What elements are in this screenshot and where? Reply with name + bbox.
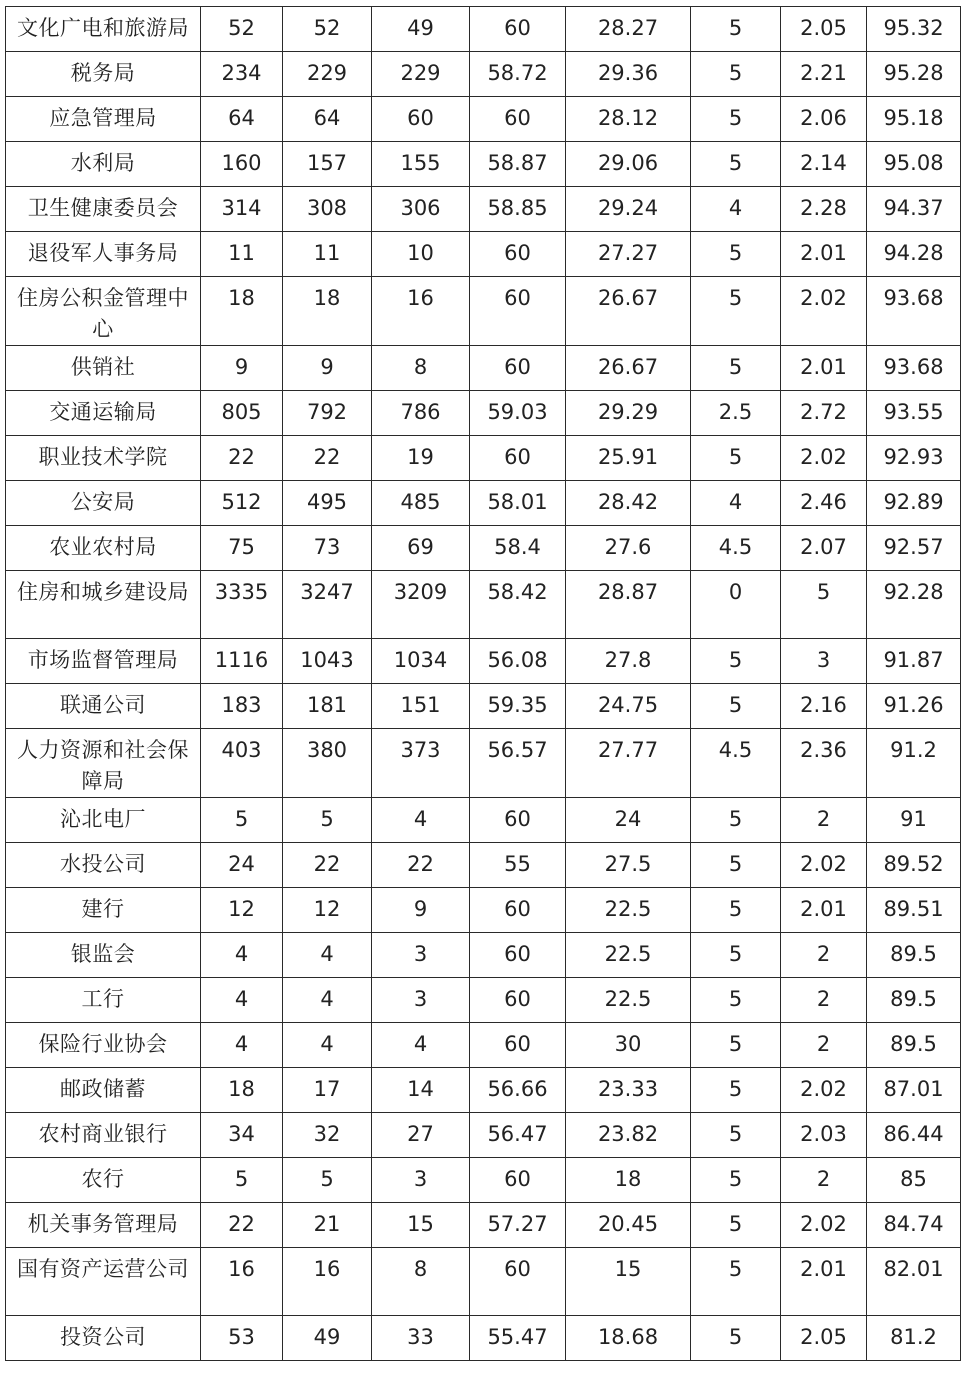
table-row bbox=[6, 888, 961, 933]
value-cell-1: 11 bbox=[201, 232, 283, 277]
value-cell-7: 2 bbox=[781, 798, 867, 843]
unit-name-cell: 国有资产运营公司 bbox=[6, 1248, 201, 1316]
value-cell-3: 10 bbox=[372, 232, 470, 277]
unit-name-cell: 沁北电厂 bbox=[6, 798, 201, 843]
value-cell-2: 1043 bbox=[283, 639, 372, 684]
value-cell-8: 94.28 bbox=[867, 232, 961, 277]
value-cell-5: 30 bbox=[566, 1023, 691, 1068]
value-cell-8: 92.93 bbox=[867, 436, 961, 481]
value-cell-3: 8 bbox=[372, 1248, 470, 1316]
value-cell-7: 2.06 bbox=[781, 97, 867, 142]
unit-name-cell: 税务局 bbox=[6, 52, 201, 97]
value-cell-2: 22 bbox=[283, 843, 372, 888]
value-cell-6: 4.5 bbox=[691, 729, 781, 798]
table-row bbox=[6, 684, 961, 729]
unit-name-cell: 银监会 bbox=[6, 933, 201, 978]
unit-name-cell: 农业农村局 bbox=[6, 526, 201, 571]
value-cell-8: 95.08 bbox=[867, 142, 961, 187]
value-cell-5: 24.75 bbox=[566, 684, 691, 729]
value-cell-7: 2.05 bbox=[781, 7, 867, 52]
value-cell-8: 81.2 bbox=[867, 1316, 961, 1361]
value-cell-2: 49 bbox=[283, 1316, 372, 1361]
value-cell-1: 314 bbox=[201, 187, 283, 232]
value-cell-5: 22.5 bbox=[566, 978, 691, 1023]
value-cell-7: 2.16 bbox=[781, 684, 867, 729]
value-cell-2: 21 bbox=[283, 1203, 372, 1248]
table-row bbox=[6, 1158, 961, 1203]
unit-name-cell: 工行 bbox=[6, 978, 201, 1023]
value-cell-4: 55 bbox=[470, 843, 566, 888]
value-cell-5: 23.33 bbox=[566, 1068, 691, 1113]
value-cell-3: 27 bbox=[372, 1113, 470, 1158]
value-cell-2: 181 bbox=[283, 684, 372, 729]
value-cell-4: 58.72 bbox=[470, 52, 566, 97]
value-cell-2: 5 bbox=[283, 798, 372, 843]
value-cell-6: 5 bbox=[691, 933, 781, 978]
value-cell-6: 5 bbox=[691, 346, 781, 391]
table-row bbox=[6, 526, 961, 571]
value-cell-6: 5 bbox=[691, 978, 781, 1023]
value-cell-6: 4.5 bbox=[691, 526, 781, 571]
value-cell-2: 32 bbox=[283, 1113, 372, 1158]
value-cell-3: 14 bbox=[372, 1068, 470, 1113]
table-row bbox=[6, 1248, 961, 1316]
value-cell-8: 89.5 bbox=[867, 1023, 961, 1068]
value-cell-6: 5 bbox=[691, 798, 781, 843]
value-cell-7: 2.03 bbox=[781, 1113, 867, 1158]
value-cell-5: 29.36 bbox=[566, 52, 691, 97]
value-cell-1: 34 bbox=[201, 1113, 283, 1158]
value-cell-8: 93.68 bbox=[867, 277, 961, 346]
value-cell-6: 5 bbox=[691, 843, 781, 888]
value-cell-6: 5 bbox=[691, 1023, 781, 1068]
unit-name-cell: 卫生健康委员会 bbox=[6, 187, 201, 232]
value-cell-7: 2.14 bbox=[781, 142, 867, 187]
value-cell-6: 5 bbox=[691, 684, 781, 729]
table-row bbox=[6, 1068, 961, 1113]
value-cell-8: 92.57 bbox=[867, 526, 961, 571]
table-row bbox=[6, 7, 961, 52]
value-cell-4: 59.03 bbox=[470, 391, 566, 436]
value-cell-8: 82.01 bbox=[867, 1248, 961, 1316]
value-cell-3: 1034 bbox=[372, 639, 470, 684]
value-cell-8: 95.28 bbox=[867, 52, 961, 97]
value-cell-6: 5 bbox=[691, 1316, 781, 1361]
value-cell-3: 19 bbox=[372, 436, 470, 481]
value-cell-4: 60 bbox=[470, 798, 566, 843]
value-cell-1: 18 bbox=[201, 1068, 283, 1113]
value-cell-4: 58.42 bbox=[470, 571, 566, 639]
value-cell-2: 4 bbox=[283, 933, 372, 978]
table-row bbox=[6, 391, 961, 436]
value-cell-1: 160 bbox=[201, 142, 283, 187]
value-cell-6: 5 bbox=[691, 436, 781, 481]
value-cell-1: 52 bbox=[201, 7, 283, 52]
value-cell-7: 2.05 bbox=[781, 1316, 867, 1361]
value-cell-8: 94.37 bbox=[867, 187, 961, 232]
value-cell-2: 229 bbox=[283, 52, 372, 97]
value-cell-2: 308 bbox=[283, 187, 372, 232]
value-cell-1: 3335 bbox=[201, 571, 283, 639]
value-cell-7: 2.02 bbox=[781, 277, 867, 346]
value-cell-3: 49 bbox=[372, 7, 470, 52]
table-row bbox=[6, 978, 961, 1023]
value-cell-5: 28.12 bbox=[566, 97, 691, 142]
value-cell-8: 87.01 bbox=[867, 1068, 961, 1113]
table-row bbox=[6, 798, 961, 843]
value-cell-6: 5 bbox=[691, 97, 781, 142]
value-cell-4: 60 bbox=[470, 277, 566, 346]
value-cell-4: 58.4 bbox=[470, 526, 566, 571]
value-cell-8: 93.68 bbox=[867, 346, 961, 391]
value-cell-8: 93.55 bbox=[867, 391, 961, 436]
value-cell-4: 58.01 bbox=[470, 481, 566, 526]
table-row bbox=[6, 232, 961, 277]
table-row bbox=[6, 1113, 961, 1158]
table-row bbox=[6, 277, 961, 346]
value-cell-8: 89.51 bbox=[867, 888, 961, 933]
value-cell-2: 380 bbox=[283, 729, 372, 798]
value-cell-5: 25.91 bbox=[566, 436, 691, 481]
value-cell-4: 60 bbox=[470, 346, 566, 391]
value-cell-3: 229 bbox=[372, 52, 470, 97]
value-cell-8: 89.5 bbox=[867, 933, 961, 978]
value-cell-4: 60 bbox=[470, 1023, 566, 1068]
value-cell-4: 60 bbox=[470, 978, 566, 1023]
value-cell-1: 4 bbox=[201, 933, 283, 978]
value-cell-1: 64 bbox=[201, 97, 283, 142]
value-cell-5: 23.82 bbox=[566, 1113, 691, 1158]
value-cell-1: 183 bbox=[201, 684, 283, 729]
value-cell-7: 2.02 bbox=[781, 843, 867, 888]
unit-name-cell: 建行 bbox=[6, 888, 201, 933]
value-cell-6: 5 bbox=[691, 1113, 781, 1158]
table-row bbox=[6, 97, 961, 142]
value-cell-5: 22.5 bbox=[566, 888, 691, 933]
score-table bbox=[5, 6, 961, 1361]
unit-name-cell: 交通运输局 bbox=[6, 391, 201, 436]
table-row bbox=[6, 729, 961, 798]
table-row bbox=[6, 639, 961, 684]
value-cell-1: 512 bbox=[201, 481, 283, 526]
value-cell-1: 24 bbox=[201, 843, 283, 888]
value-cell-7: 2 bbox=[781, 978, 867, 1023]
value-cell-2: 4 bbox=[283, 1023, 372, 1068]
value-cell-7: 2 bbox=[781, 1023, 867, 1068]
value-cell-4: 56.47 bbox=[470, 1113, 566, 1158]
value-cell-4: 60 bbox=[470, 933, 566, 978]
value-cell-3: 3 bbox=[372, 978, 470, 1023]
value-cell-8: 91.26 bbox=[867, 684, 961, 729]
value-cell-4: 60 bbox=[470, 97, 566, 142]
unit-name-cell: 文化广电和旅游局 bbox=[6, 7, 201, 52]
value-cell-2: 17 bbox=[283, 1068, 372, 1113]
value-cell-3: 3209 bbox=[372, 571, 470, 639]
value-cell-2: 73 bbox=[283, 526, 372, 571]
table-row bbox=[6, 843, 961, 888]
value-cell-3: 3 bbox=[372, 933, 470, 978]
unit-name-cell: 职业技术学院 bbox=[6, 436, 201, 481]
value-cell-5: 28.27 bbox=[566, 7, 691, 52]
value-cell-2: 64 bbox=[283, 97, 372, 142]
value-cell-6: 5 bbox=[691, 1068, 781, 1113]
value-cell-6: 5 bbox=[691, 1203, 781, 1248]
value-cell-3: 151 bbox=[372, 684, 470, 729]
value-cell-7: 2 bbox=[781, 933, 867, 978]
value-cell-2: 5 bbox=[283, 1158, 372, 1203]
value-cell-6: 5 bbox=[691, 232, 781, 277]
value-cell-4: 60 bbox=[470, 1248, 566, 1316]
value-cell-2: 22 bbox=[283, 436, 372, 481]
table-row bbox=[6, 436, 961, 481]
value-cell-7: 2.01 bbox=[781, 346, 867, 391]
value-cell-1: 22 bbox=[201, 436, 283, 481]
table-row bbox=[6, 1203, 961, 1248]
value-cell-5: 27.6 bbox=[566, 526, 691, 571]
value-cell-8: 92.89 bbox=[867, 481, 961, 526]
table-row bbox=[6, 481, 961, 526]
value-cell-4: 55.47 bbox=[470, 1316, 566, 1361]
value-cell-7: 2.02 bbox=[781, 1203, 867, 1248]
value-cell-5: 26.67 bbox=[566, 346, 691, 391]
unit-name-cell: 保险行业协会 bbox=[6, 1023, 201, 1068]
value-cell-8: 85 bbox=[867, 1158, 961, 1203]
value-cell-2: 18 bbox=[283, 277, 372, 346]
value-cell-6: 5 bbox=[691, 277, 781, 346]
value-cell-1: 18 bbox=[201, 277, 283, 346]
value-cell-3: 33 bbox=[372, 1316, 470, 1361]
unit-name-cell: 供销社 bbox=[6, 346, 201, 391]
value-cell-1: 22 bbox=[201, 1203, 283, 1248]
unit-name-cell: 人力资源和社会保障局 bbox=[6, 729, 201, 798]
value-cell-4: 60 bbox=[470, 888, 566, 933]
table-row bbox=[6, 1023, 961, 1068]
score-table-container bbox=[5, 6, 961, 1361]
unit-name-cell: 联通公司 bbox=[6, 684, 201, 729]
value-cell-5: 27.77 bbox=[566, 729, 691, 798]
value-cell-1: 5 bbox=[201, 1158, 283, 1203]
value-cell-4: 56.57 bbox=[470, 729, 566, 798]
table-row bbox=[6, 346, 961, 391]
value-cell-4: 59.35 bbox=[470, 684, 566, 729]
value-cell-6: 5 bbox=[691, 1158, 781, 1203]
value-cell-2: 4 bbox=[283, 978, 372, 1023]
value-cell-5: 24 bbox=[566, 798, 691, 843]
value-cell-3: 786 bbox=[372, 391, 470, 436]
unit-name-cell: 水投公司 bbox=[6, 843, 201, 888]
value-cell-7: 2.07 bbox=[781, 526, 867, 571]
value-cell-1: 12 bbox=[201, 888, 283, 933]
value-cell-6: 5 bbox=[691, 1248, 781, 1316]
value-cell-7: 2.02 bbox=[781, 436, 867, 481]
value-cell-5: 27.27 bbox=[566, 232, 691, 277]
value-cell-7: 3 bbox=[781, 639, 867, 684]
value-cell-8: 91.2 bbox=[867, 729, 961, 798]
value-cell-2: 16 bbox=[283, 1248, 372, 1316]
value-cell-3: 69 bbox=[372, 526, 470, 571]
value-cell-4: 56.08 bbox=[470, 639, 566, 684]
unit-name-cell: 住房和城乡建设局 bbox=[6, 571, 201, 639]
value-cell-5: 29.24 bbox=[566, 187, 691, 232]
value-cell-6: 5 bbox=[691, 888, 781, 933]
value-cell-5: 15 bbox=[566, 1248, 691, 1316]
value-cell-6: 5 bbox=[691, 7, 781, 52]
value-cell-5: 18.68 bbox=[566, 1316, 691, 1361]
table-row bbox=[6, 571, 961, 639]
value-cell-7: 2.01 bbox=[781, 888, 867, 933]
value-cell-3: 155 bbox=[372, 142, 470, 187]
value-cell-8: 91.87 bbox=[867, 639, 961, 684]
value-cell-7: 2 bbox=[781, 1158, 867, 1203]
value-cell-2: 52 bbox=[283, 7, 372, 52]
value-cell-5: 29.06 bbox=[566, 142, 691, 187]
table-row bbox=[6, 52, 961, 97]
value-cell-8: 89.5 bbox=[867, 978, 961, 1023]
value-cell-6: 4 bbox=[691, 187, 781, 232]
value-cell-8: 91 bbox=[867, 798, 961, 843]
value-cell-1: 5 bbox=[201, 798, 283, 843]
value-cell-7: 2.36 bbox=[781, 729, 867, 798]
table-row bbox=[6, 142, 961, 187]
value-cell-3: 60 bbox=[372, 97, 470, 142]
value-cell-4: 60 bbox=[470, 436, 566, 481]
value-cell-7: 2.01 bbox=[781, 232, 867, 277]
value-cell-8: 92.28 bbox=[867, 571, 961, 639]
value-cell-2: 3247 bbox=[283, 571, 372, 639]
value-cell-7: 2.01 bbox=[781, 1248, 867, 1316]
value-cell-2: 157 bbox=[283, 142, 372, 187]
value-cell-3: 4 bbox=[372, 1023, 470, 1068]
value-cell-2: 11 bbox=[283, 232, 372, 277]
table-body bbox=[6, 7, 961, 1361]
value-cell-3: 373 bbox=[372, 729, 470, 798]
value-cell-4: 57.27 bbox=[470, 1203, 566, 1248]
value-cell-2: 12 bbox=[283, 888, 372, 933]
value-cell-1: 9 bbox=[201, 346, 283, 391]
unit-name-cell: 应急管理局 bbox=[6, 97, 201, 142]
table-row bbox=[6, 933, 961, 978]
value-cell-4: 60 bbox=[470, 232, 566, 277]
value-cell-7: 2.02 bbox=[781, 1068, 867, 1113]
value-cell-6: 5 bbox=[691, 639, 781, 684]
value-cell-7: 5 bbox=[781, 571, 867, 639]
value-cell-1: 4 bbox=[201, 978, 283, 1023]
value-cell-2: 792 bbox=[283, 391, 372, 436]
table-row bbox=[6, 187, 961, 232]
value-cell-8: 95.32 bbox=[867, 7, 961, 52]
value-cell-4: 58.87 bbox=[470, 142, 566, 187]
value-cell-5: 20.45 bbox=[566, 1203, 691, 1248]
value-cell-3: 22 bbox=[372, 843, 470, 888]
value-cell-5: 22.5 bbox=[566, 933, 691, 978]
unit-name-cell: 邮政储蓄 bbox=[6, 1068, 201, 1113]
value-cell-7: 2.28 bbox=[781, 187, 867, 232]
value-cell-2: 495 bbox=[283, 481, 372, 526]
value-cell-4: 60 bbox=[470, 7, 566, 52]
value-cell-6: 5 bbox=[691, 142, 781, 187]
value-cell-3: 3 bbox=[372, 1158, 470, 1203]
value-cell-8: 84.74 bbox=[867, 1203, 961, 1248]
value-cell-8: 89.52 bbox=[867, 843, 961, 888]
value-cell-5: 18 bbox=[566, 1158, 691, 1203]
value-cell-3: 15 bbox=[372, 1203, 470, 1248]
value-cell-3: 16 bbox=[372, 277, 470, 346]
value-cell-5: 27.8 bbox=[566, 639, 691, 684]
unit-name-cell: 市场监督管理局 bbox=[6, 639, 201, 684]
value-cell-7: 2.21 bbox=[781, 52, 867, 97]
value-cell-1: 234 bbox=[201, 52, 283, 97]
value-cell-5: 28.87 bbox=[566, 571, 691, 639]
value-cell-5: 28.42 bbox=[566, 481, 691, 526]
unit-name-cell: 住房公积金管理中心 bbox=[6, 277, 201, 346]
value-cell-1: 16 bbox=[201, 1248, 283, 1316]
value-cell-3: 8 bbox=[372, 346, 470, 391]
value-cell-6: 5 bbox=[691, 52, 781, 97]
value-cell-4: 60 bbox=[470, 1158, 566, 1203]
value-cell-6: 2.5 bbox=[691, 391, 781, 436]
value-cell-1: 805 bbox=[201, 391, 283, 436]
value-cell-5: 26.67 bbox=[566, 277, 691, 346]
value-cell-3: 4 bbox=[372, 798, 470, 843]
value-cell-4: 56.66 bbox=[470, 1068, 566, 1113]
value-cell-7: 2.72 bbox=[781, 391, 867, 436]
value-cell-1: 403 bbox=[201, 729, 283, 798]
value-cell-7: 2.46 bbox=[781, 481, 867, 526]
unit-name-cell: 农村商业银行 bbox=[6, 1113, 201, 1158]
unit-name-cell: 投资公司 bbox=[6, 1316, 201, 1361]
unit-name-cell: 机关事务管理局 bbox=[6, 1203, 201, 1248]
value-cell-2: 9 bbox=[283, 346, 372, 391]
value-cell-6: 0 bbox=[691, 571, 781, 639]
value-cell-3: 9 bbox=[372, 888, 470, 933]
unit-name-cell: 退役军人事务局 bbox=[6, 232, 201, 277]
value-cell-8: 95.18 bbox=[867, 97, 961, 142]
unit-name-cell: 公安局 bbox=[6, 481, 201, 526]
value-cell-3: 306 bbox=[372, 187, 470, 232]
value-cell-1: 53 bbox=[201, 1316, 283, 1361]
value-cell-6: 4 bbox=[691, 481, 781, 526]
value-cell-5: 27.5 bbox=[566, 843, 691, 888]
value-cell-1: 4 bbox=[201, 1023, 283, 1068]
value-cell-5: 29.29 bbox=[566, 391, 691, 436]
table-row bbox=[6, 1316, 961, 1361]
value-cell-1: 1116 bbox=[201, 639, 283, 684]
value-cell-8: 86.44 bbox=[867, 1113, 961, 1158]
unit-name-cell: 农行 bbox=[6, 1158, 201, 1203]
unit-name-cell: 水利局 bbox=[6, 142, 201, 187]
value-cell-3: 485 bbox=[372, 481, 470, 526]
value-cell-4: 58.85 bbox=[470, 187, 566, 232]
value-cell-1: 75 bbox=[201, 526, 283, 571]
